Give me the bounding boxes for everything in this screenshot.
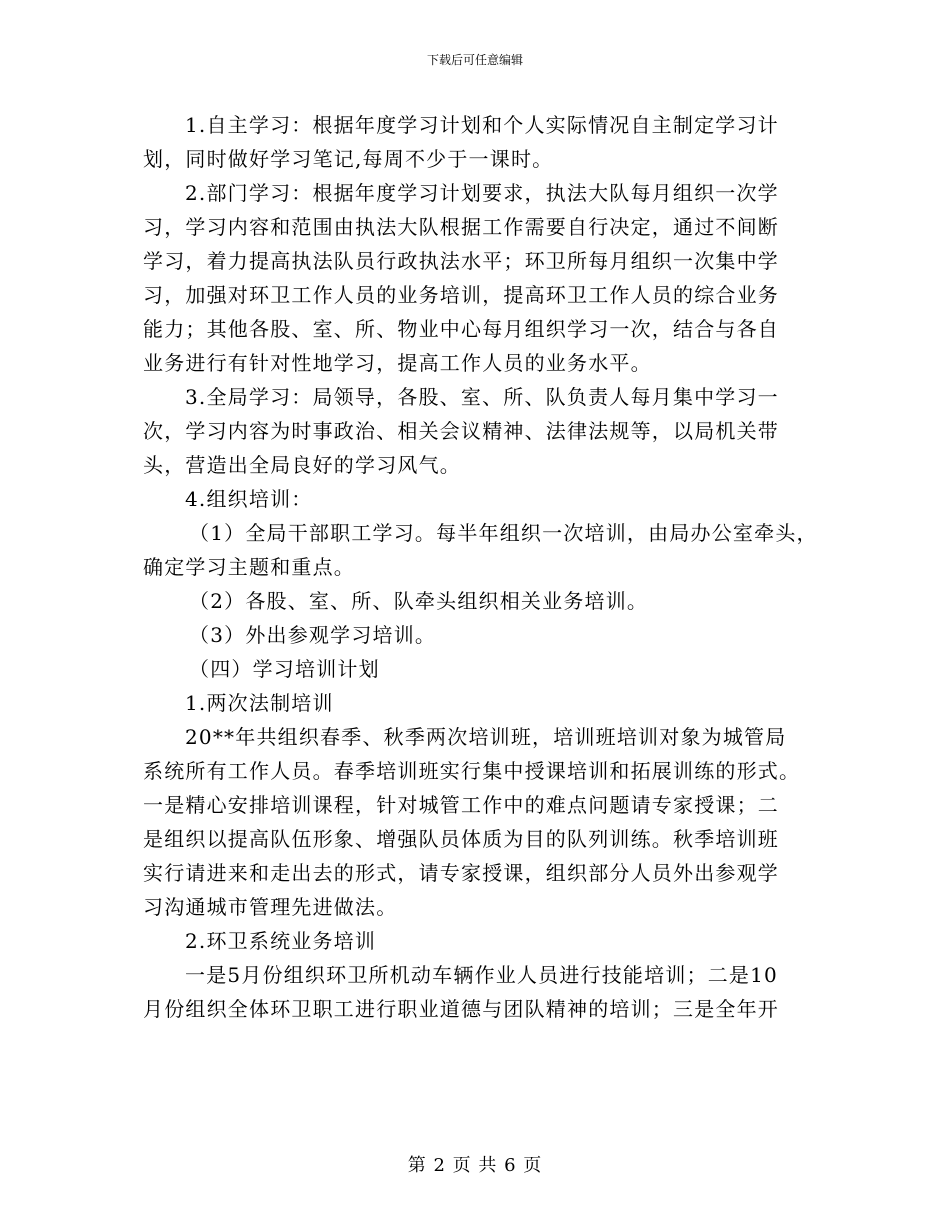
page-header-note: 下载后可任意编辑 — [426, 53, 523, 67]
page-number: 第 2 页 共 6 页 — [407, 1155, 543, 1176]
text-line: （2）各股、室、所、队牵头组织相关业务培训。 — [189, 589, 649, 613]
text-line: 系统所有工作人员。春季培训班实行集中授课培训和拓展训练的形式。 — [143, 759, 801, 783]
text-line: （四）学习培训计划 — [189, 657, 380, 681]
text-line: 2.环卫系统业务培训 — [185, 929, 377, 953]
text-line: 业务进行有针对性地学习，提高工作人员的业务水平。 — [143, 351, 652, 375]
text-line: 2.部门学习：根据年度学习计划要求，执法大队每月组织一次学 — [185, 181, 779, 205]
text-line: 一是精心安排培训课程，针对城管工作中的难点问题请专家授课；二 — [143, 793, 779, 817]
text-line: 1.两次法制培训 — [185, 691, 334, 715]
text-line: 月份组织全体环卫职工进行职业道德与团队精神的培训；三是全年开 — [143, 997, 779, 1021]
text-line: 能力；其他各股、室、所、物业中心每月组织学习一次，结合与各自 — [143, 317, 779, 341]
text-line: 头，营造出全局良好的学习风气。 — [143, 453, 461, 477]
text-line: 3.全局学习：局领导，各股、室、所、队负责人每月集中学习一 — [185, 385, 779, 409]
text-line: 确定学习主题和重点。 — [143, 555, 355, 579]
text-line: 习，学习内容和范围由执法大队根据工作需要自行决定，通过不间断 — [143, 215, 779, 239]
text-line: 是组织以提高队伍形象、增强队员体质为目的队列训练。秋季培训班 — [143, 827, 779, 851]
text-line: 一是5月份组织环卫所机动车辆作业人员进行技能培训；二是10 — [185, 963, 778, 987]
text-line: 4.组织培训： — [185, 487, 313, 511]
text-line: 习沟通城市管理先进做法。 — [143, 895, 398, 919]
text-line: 20**年共组织春季、秋季两次培训班，培训班培训对象为城管局 — [185, 725, 787, 749]
text-line: 实行请进来和走出去的形式，请专家授课，组织部分人员外出参观学 — [143, 861, 779, 885]
text-line: （3）外出参观学习培训。 — [189, 623, 437, 647]
text-line: 1.自主学习：根据年度学习计划和个人实际情况自主制定学习计 — [185, 113, 779, 137]
text-line: 学习，着力提高执法队员行政执法水平；环卫所每月组织一次集中学 — [143, 249, 779, 273]
text-line: （1）全局干部职工学习。每半年组织一次培训，由局办公室牵头， — [189, 521, 818, 545]
text-line: 习，加强对环卫工作人员的业务培训，提高环卫工作人员的综合业务 — [143, 283, 779, 307]
text-line: 划，同时做好学习笔记,每周不少于一课时。 — [143, 147, 554, 171]
document-body — [143, 108, 833, 1026]
text-line: 次，学习内容为时事政治、相关会议精神、法律法规等，以局机关带 — [143, 419, 779, 443]
